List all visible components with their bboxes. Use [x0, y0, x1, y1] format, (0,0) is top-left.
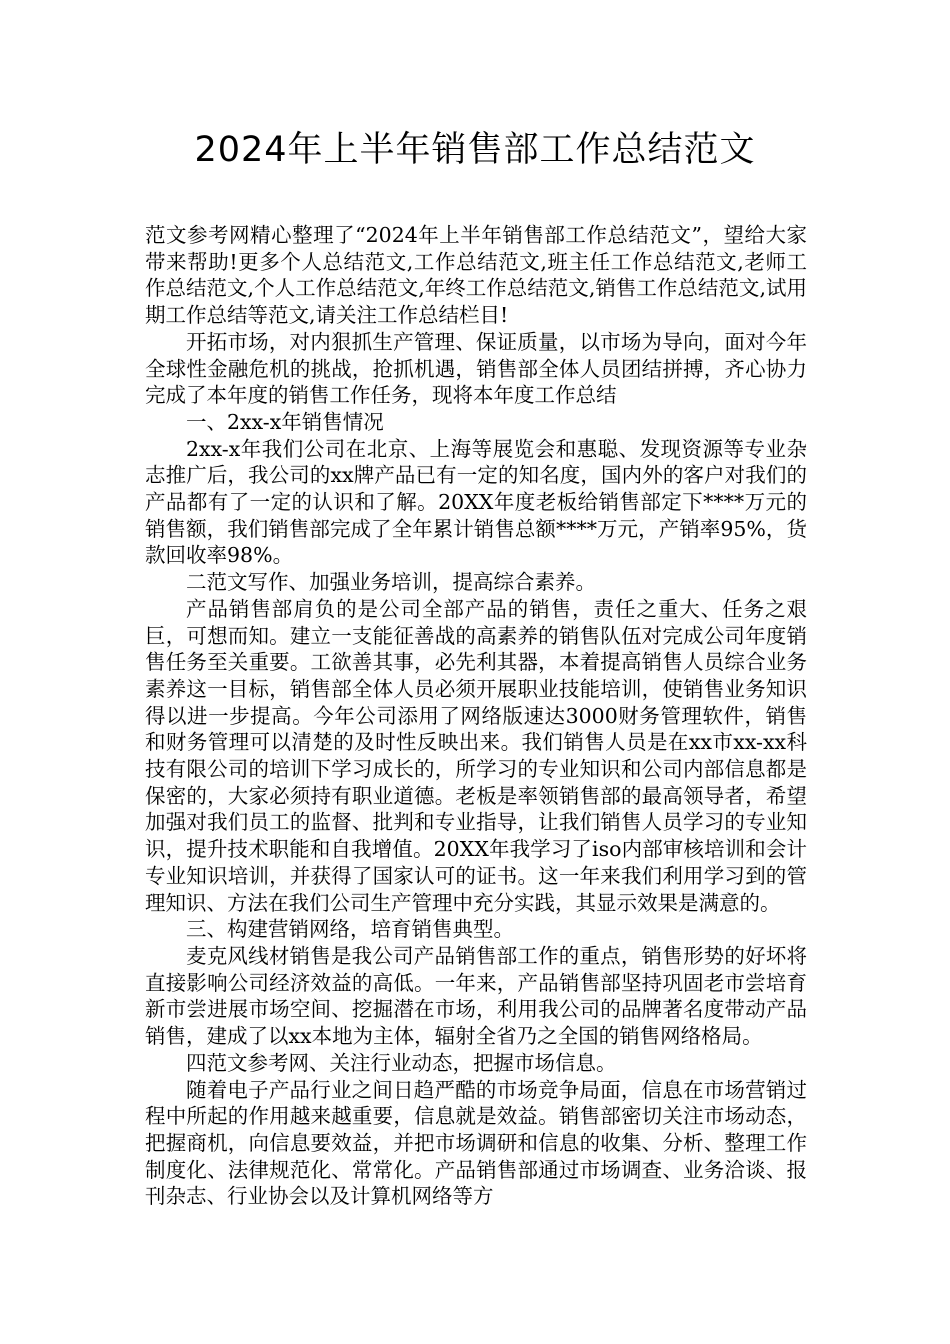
section-heading: 三、构建营销网络，培育销售典型。 — [186, 917, 514, 942]
document-title: 2024年上半年销售部工作总结范文 — [194, 130, 756, 170]
paragraph-intro: 范文参考网精心整理了“2024年上半年销售部工作总结范文”，望给大家带来帮助!更多个人总结范文,工作总结范文,班主任工作总结范文,老师工作总结范文,个人工作总结范文,年终工作总结范文,销售工作总结范文,试用期工作总结等范文,请关注工作总结栏目! — [145, 223, 807, 328]
section-heading: 二范文写作、加强业务培训，提高综合素养。 — [186, 570, 596, 595]
paragraph: 随着电子产品行业之间日趋严酷的市场竞争局面，信息在市场营销过程中所起的作用越来越重要，信息就是效益。销售部密切关注市场动态，把握商机，向信息要效益，并把市场调研和信息的收集、分析、整理工作制度化、法律规范化、常常化。产品销售部通过市场调查、业务洽谈、报刊杂志、行业协会以及计算机网络等方 — [145, 1077, 807, 1209]
paragraph: 麦克风线材销售是我公司产品销售部工作的重点，销售形势的好坏将直接影响公司经济效益的高低。一年来，产品销售部坚持巩固老市尝培育新市尝进展市场空间、挖掘潜在市场，利用我公司的品牌著名度带动产品销售，建成了以xx本地为主体，辐射全省乃之全国的销售网络格局。 — [145, 943, 807, 1049]
section-heading: 一、2xx-x年销售情况 — [186, 409, 384, 434]
document-body — [145, 222, 807, 1210]
paragraph: 2xx-x年我们公司在北京、上海等展览会和惠聪、发现资源等专业杂志推广后，我公司的xx牌产品已有一定的知名度，国内外的客户对我们的产品都有了一定的认识和了解。20XX年度老板给销售部定下****万元的销售额，我们销售部完成了全年累计销售总额****万元，产销率95%，货款回收率98%。 — [145, 436, 807, 568]
paragraph: 开拓市场，对内狠抓生产管理、保证质量，以市场为导向，面对今年全球性金融危机的挑战，抢抓机遇，销售部全体人员团结拼搏，齐心协力完成了本年度的销售工作任务，现将本年度工作总结 — [145, 329, 807, 408]
section-heading: 四范文参考网、关注行业动态，把握市场信息。 — [186, 1050, 617, 1075]
paragraph: 产品销售部肩负的是公司全部产品的销售，责任之重大、任务之艰巨，可想而知。建立一支能征善战的高素养的销售队伍对完成公司年度销售任务至关重要。工欲善其事，必先利其器，本着提高销售人员综合业务素养这一目标，销售部全体人员必须开展职业技能培训，使销售业务知识得以进一步提高。今年公司添用了网络版速达3000财务管理软件，销售和财务管理可以清楚的及时性反映出来。我们销售人员是在xx市xx-xx科技有限公司的培训下学习成长的，所学习的专业知识和公司内部信息都是保密的，大家必须持有职业道德。老板是率领销售部的最高领导者，希望加强对我们员工的监督、批判和专业指导，让我们销售人员学习的专业知识，提升技术职能和自我增值。20XX年我学习了iso内部审核培训和会计专业知识培训，并获得了国家认可的证书。这一年来我们利用学习到的管理知识、方法在我们公司生产管理中充分实践，其显示效果是满意的。 — [145, 596, 807, 915]
